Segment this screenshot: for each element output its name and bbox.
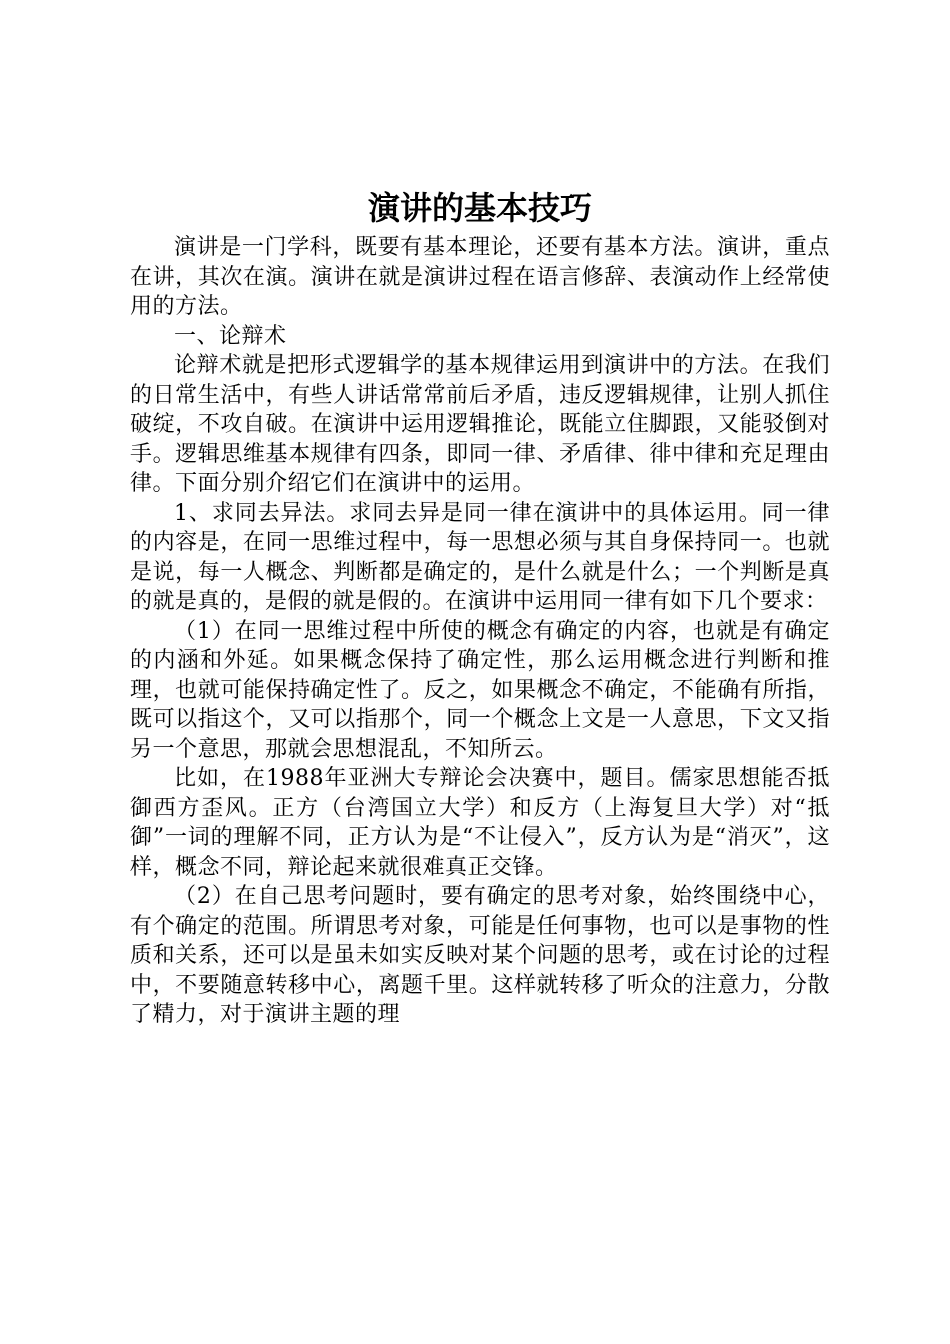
paragraph-method-1: 1、求同去异法。求同去异是同一律在演讲中的具体运用。同一律的内容是，在同一思维过程中，每一思想必须与其自身保持同一。也就是说，每一人概念、判断都是确定的，是什么就是什么；一个判断是真的就是真的，是假的就是假的。在演讲中运用同一律有如下几个要求：: [130, 500, 830, 614]
paragraph-intro: 演讲是一门学科，既要有基本理论，还要有基本方法。演讲，重点在讲，其次在演。演讲在就是演讲过程在语言修辞、表演动作上经常使用的方法。: [130, 235, 830, 319]
document-title: 演讲的基本技巧: [367, 189, 592, 227]
section-heading-debate: 一、论辩术: [174, 323, 287, 349]
paragraph-requirement-2: （2）在自己思考问题时，要有确定的思考对象，始终围绕中心，有个确定的范围。所谓思考对象，可能是任何事物，也可以是事物的性质和关系，还可以是虽未如实反映对某个问题的思考，或在讨论的过程中，不要随意转移中心，离题千里。这样就转移了听众的注意力，分散了精力，对于演讲主题的理: [130, 884, 830, 1027]
paragraph-example: 比如，在1988年亚洲大专辩论会决赛中，题目。儒家思想能否抵御西方歪风。正方（台湾国立大学）和反方（上海复旦大学）对“抵御”一词的理解不同，正方认为是“不让侵入”，反方认为是“消灭”，这样，概念不同，辩论起来就很难真正交锋。: [130, 766, 830, 880]
paragraph-requirement-1: （1）在同一思维过程中所使的概念有确定的内容，也就是有确定的内涵和外延。如果概念保持了确定性，那么运用概念进行判断和推理，也就可能保持确定性了。反之，如果概念不确定，不能确有所指，既可以指这个，又可以指那个，同一个概念上文是一人意思，下文又指另一个意思，那就会思想混乱，不知所云。: [130, 618, 830, 762]
paragraph-debate-intro: 论辩术就是把形式逻辑学的基本规律运用到演讲中的方法。在我们的日常生活中，有些人讲话常常前后矛盾，违反逻辑规律，让别人抓住破绽，不攻自破。在演讲中运用逻辑推论，既能立住脚跟，又能驳倒对手。逻辑思维基本规律有四条，即同一律、矛盾律、徘中律和充足理由律。下面分别介绍它们在演讲中的运用。: [130, 353, 830, 496]
document-page: [130, 183, 830, 1030]
